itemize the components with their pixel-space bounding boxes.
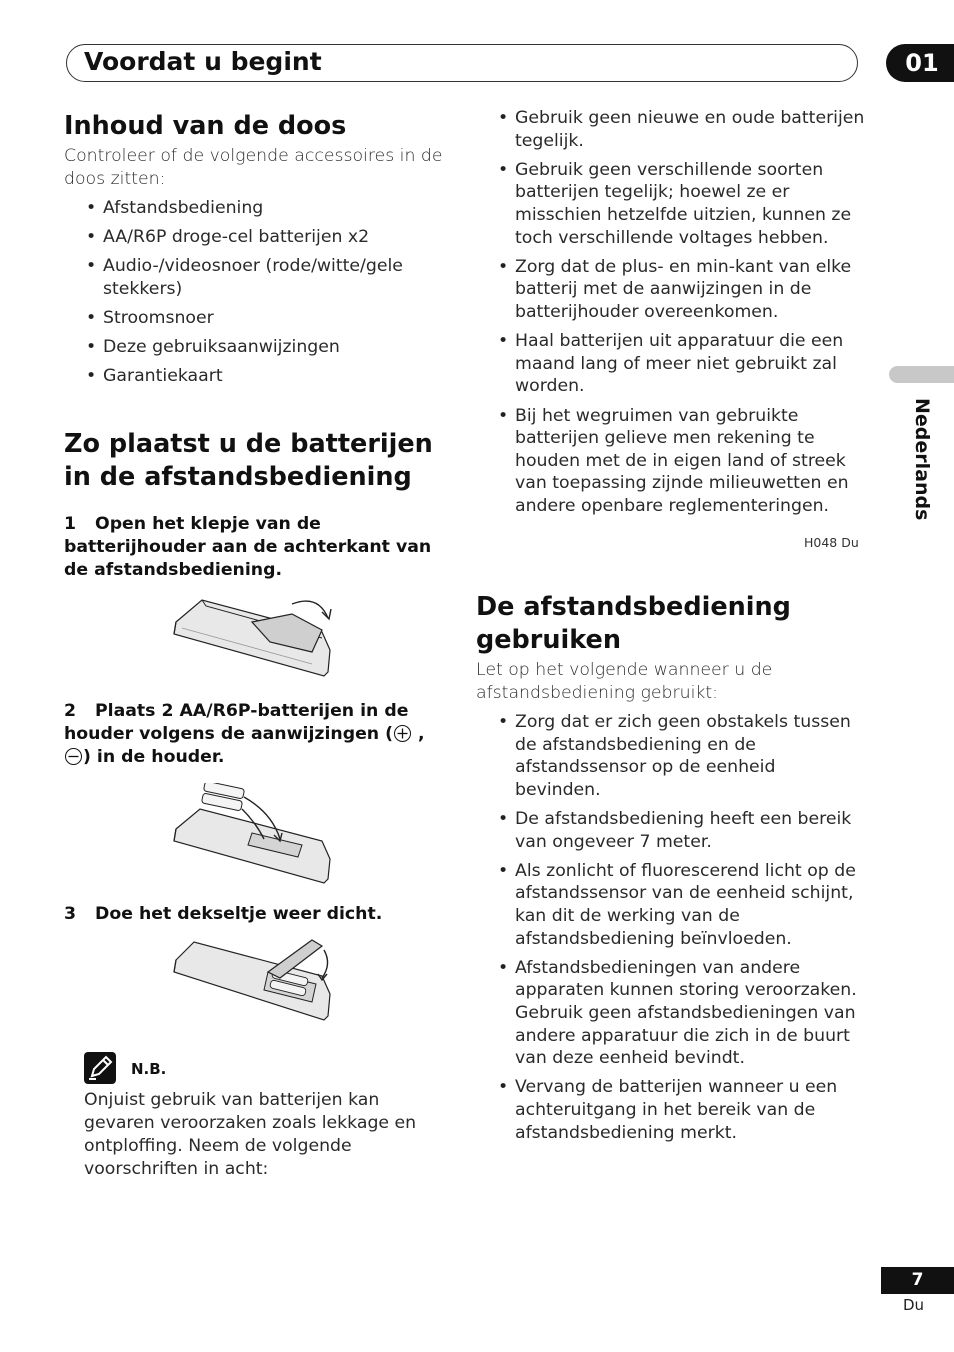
list-item: • Zorg dat er zich geen obstakels tussen de afstandsbediening en de afstandssensor op de eenheid bevinden. bbox=[476, 711, 866, 801]
note-text: Onjuist gebruik van batterijen kan gevaren veroorzaken zoals lekkage en ontploffing. Neem de volgende voorschriften in acht: bbox=[84, 1090, 417, 1179]
box-contents-list bbox=[64, 197, 444, 388]
battery-rules-list bbox=[476, 107, 866, 517]
list-item: • Als zonlicht of fluorescerend licht op de afstandssensor van de eenheid schijnt, kan dit de werking van de afstandsbediening beïnvloeden. bbox=[476, 860, 866, 950]
list-item: • Gebruik geen nieuwe en oude batterijen tegelijk. bbox=[476, 107, 866, 152]
list-item: • Zorg dat de plus- en min-kant van elke batterij met de aanwijzingen in de batterijhouder overeenkomen. bbox=[476, 256, 866, 324]
remote-use-intro: Let op het volgende wanneer u de afstandsbediening gebruikt: bbox=[476, 660, 773, 704]
list-item: • Haal batterijen uit apparatuur die een maand lang of meer niet gebruikt zal worden. bbox=[476, 330, 866, 398]
minus-polarity-icon bbox=[65, 748, 82, 765]
list-item: • De afstandsbediening heeft een bereik van ongeveer 7 meter. bbox=[476, 808, 866, 853]
step-2: 2 Plaats 2 AA/R6P-batterijen in de houder volgens de aanwijzingen ( , ) in de houder. bbox=[64, 700, 425, 767]
list-item: • Stroomsnoer bbox=[64, 307, 444, 330]
box-contents-intro: Controleer of de volgende accessoires in de doos zitten: bbox=[64, 146, 443, 189]
list-item: • Afstandsbedieningen van andere apparaten kunnen storing veroorzaken. Gebruik geen afstandsbedieningen van andere apparatuur die zich in de buurt van deze eenheid bevindt. bbox=[476, 957, 866, 1070]
list-item: • Afstandsbediening bbox=[64, 197, 444, 220]
remote-use-heading: De afstandsbediening gebruiken bbox=[476, 592, 791, 656]
plus-polarity-icon bbox=[394, 725, 411, 742]
list-item: • Gebruik geen verschillende soorten batterijen tegelijk; hoewel ze er misschien hetzelfde uitzien, kunnen ze toch verschillende voltages hebben. bbox=[476, 159, 866, 249]
section-title: Voordat u begint bbox=[84, 47, 322, 76]
reference-code: H048 Du bbox=[804, 535, 859, 550]
step-3: 3 Doe het dekseltje weer dicht. bbox=[64, 903, 383, 924]
remote-close-cover-illustration bbox=[172, 936, 342, 1026]
left-column bbox=[64, 110, 444, 1026]
list-item: • Audio-/videosnoer (rode/witte/gele stekkers) bbox=[64, 255, 444, 300]
list-item: • Vervang de batterijen wanneer u een achteruitgang in het bereik van de afstandsbediening merkt. bbox=[476, 1076, 866, 1144]
list-item: • Bij het wegruimen van gebruikte batterijen gelieve men rekening te houden met de in eigen land of streek van toepassing zijnde milieuwetten en andere openbare reglementeringen. bbox=[476, 405, 866, 518]
note-pencil-icon bbox=[84, 1052, 116, 1084]
remote-open-cover-illustration bbox=[172, 592, 342, 680]
page-language-code: Du bbox=[903, 1296, 925, 1314]
list-item: • Deze gebruiksaanwijzingen bbox=[64, 336, 444, 359]
step-1: 1 Open het klepje van de batterijhouder aan de achterkant van de afstandsbediening. bbox=[64, 513, 432, 580]
note-title: N.B. bbox=[131, 1060, 167, 1078]
remote-insert-batteries-illustration bbox=[172, 783, 342, 887]
box-contents-heading: Inhoud van de doos bbox=[64, 111, 347, 141]
right-column bbox=[476, 110, 866, 1144]
list-item: • Garantiekaart bbox=[64, 365, 444, 388]
remote-use-list bbox=[476, 711, 866, 1144]
page-number: 7 bbox=[881, 1267, 954, 1294]
language-tab-label: Nederlands bbox=[911, 398, 933, 521]
language-tab-marker bbox=[889, 366, 954, 383]
list-item: • AA/R6P droge-cel batterijen x2 bbox=[64, 226, 444, 249]
batteries-heading: Zo plaatst u de batterijen in de afstandsbediening bbox=[64, 428, 433, 492]
chapter-number-badge: 01 bbox=[886, 44, 954, 82]
